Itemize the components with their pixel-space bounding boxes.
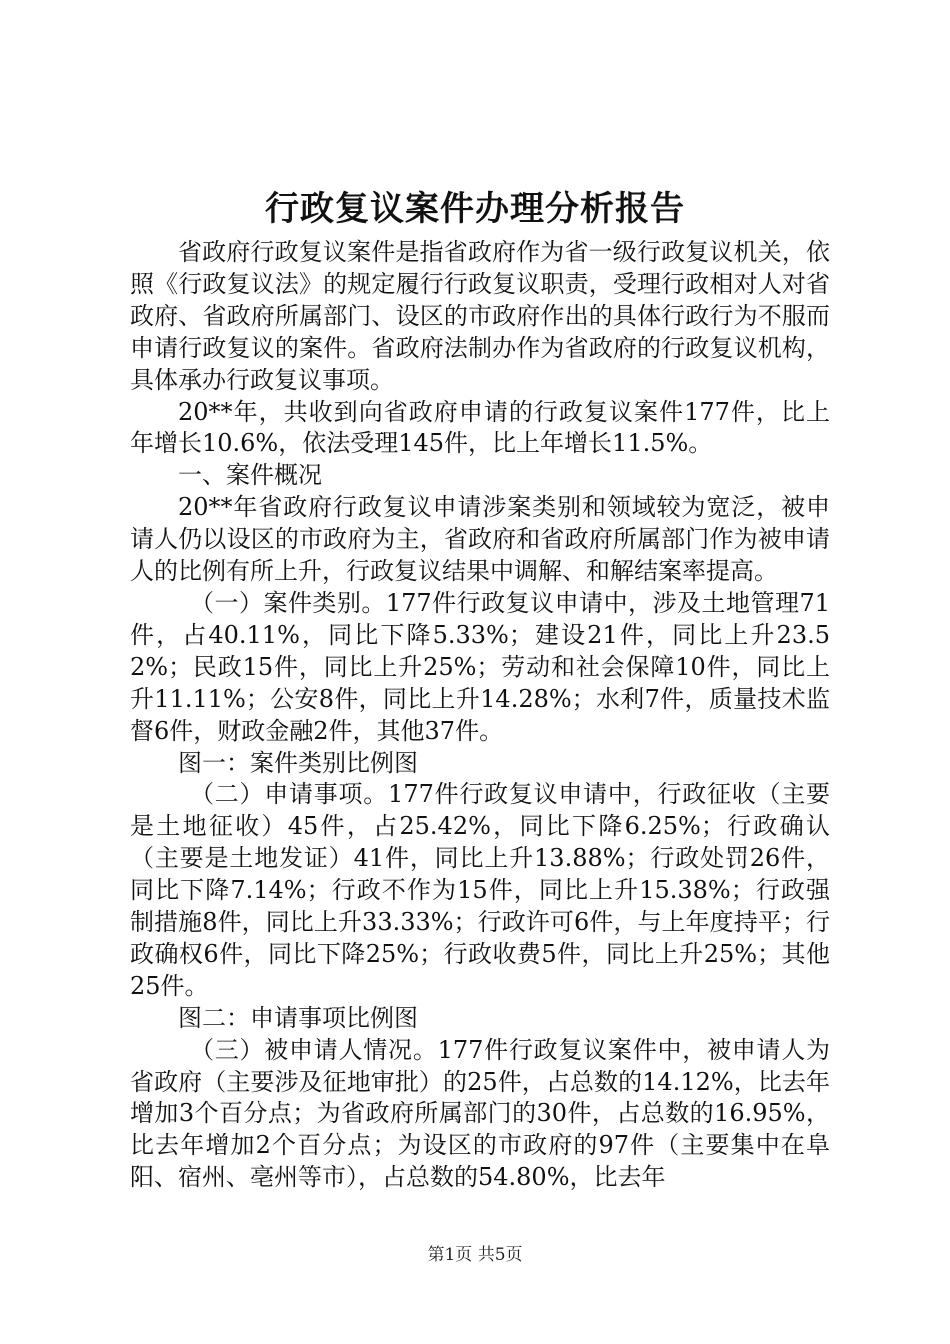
paragraph-case-categories: （一）案件类别。177件行政复议申请中，涉及土地管理71件，占40.11%，同比下降5.33%；建设21件，同比上升23.52%；民政15件，同比上升25%；劳动和社会保障10件，同比上升11.11%；公安8件，同比上升14.28%；水利7件，质量技术监督6件，财政金融2件，其他37件。	[130, 588, 830, 745]
figure-caption-2: 图二：申请事项比例图	[178, 1003, 418, 1032]
paragraph-intro: 省政府行政复议案件是指省政府作为省一级行政复议机关，依照《行政复议法》的规定履行行政复议职责，受理行政相对人对省政府、省政府所属部门、设区的市政府作出的具体行政行为不服而申请行政复议的案件。省政府法制办作为省政府的行政复议机构，具体承办行政复议事项。	[130, 238, 830, 394]
paragraph-overview: 20**年省政府行政复议申请涉案类别和领域较为宽泛，被申请人仍以设区的市政府为主，省政府和省政府所属部门作为被申请人的比例有所上升，行政复议结果中调解、和解结案率提高。	[130, 493, 830, 586]
paragraph-summary-stats: 20**年，共收到向省政府申请的行政复议案件177件，比上年增长10.6%，依法受理145件，比上年增长11.5%。	[130, 397, 830, 458]
document-title: 行政复议案件办理分析报告	[265, 189, 685, 229]
paragraph-respondents: （三）被申请人情况。177件行政复议案件中，被申请人为省政府（主要涉及征地审批）的25件，占总数的14.12%，比去年增加3个百分点；为省政府所属部门的30件，占总数的16.95%，比去年增加2个百分点；为设区的市政府的97件（主要集中在阜阳、宿州、亳州等市），占总数的54.80%，比去年	[130, 1035, 830, 1192]
page-footer: 第1页 共5页	[427, 1245, 523, 1265]
document-body	[130, 237, 830, 1194]
paragraph-application-matters: （二）申请事项。177件行政复议申请中，行政征收（主要是土地征收）45件，占25.42%，同比下降6.25%；行政确认（主要是土地发证）41件，同比上升13.88%；行政处罚26件，同比下降7.14%；行政不作为15件，同比上升15.38%；行政强制措施8件，同比上升33.33%；行政许可6件，与上年度持平；行政确权6件，同比下降25%；行政收费5件，同比上升25%；其他25件。	[130, 780, 830, 1000]
figure-caption-1: 图一：案件类别比例图	[178, 748, 418, 777]
section-heading-overview: 一、案件概况	[178, 461, 322, 490]
